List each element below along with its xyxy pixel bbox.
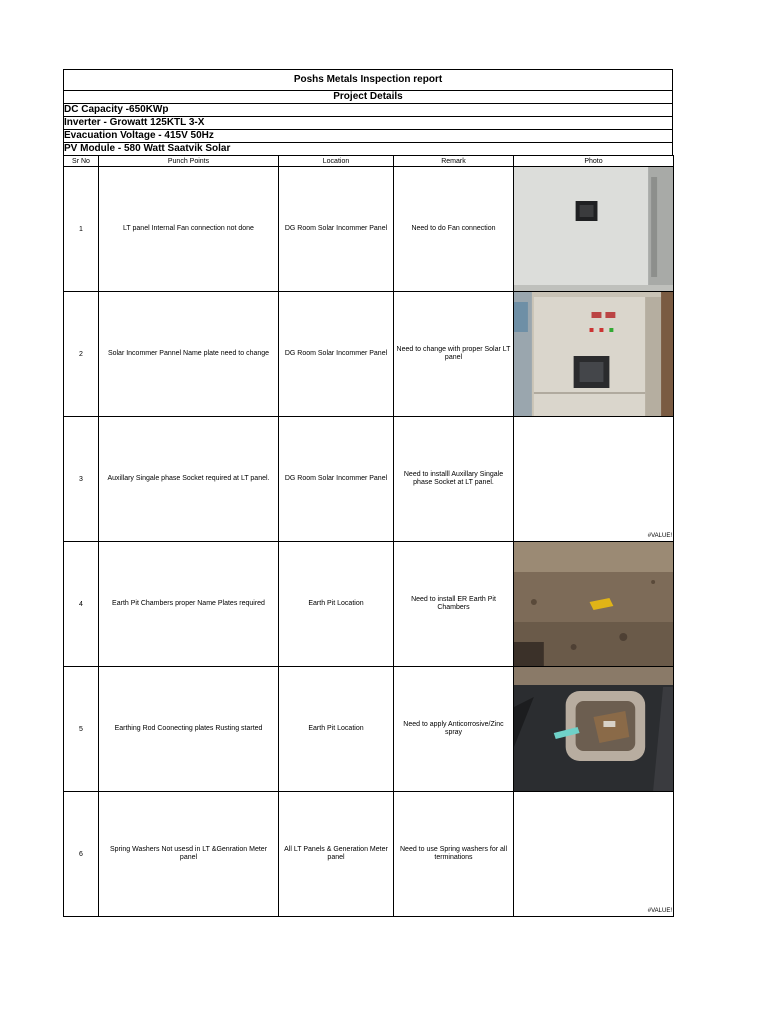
sr-no-cell: 5 [64,667,99,792]
header-punch-points: Punch Points [99,156,279,167]
detail-pv-module: PV Module - 580 Watt Saatvik Solar [63,142,673,155]
earthing-rod-chamber-photo [514,667,673,791]
location-text: Earth Pit Location [308,600,364,607]
earth-pit-ground-photo [514,542,673,666]
detail-inverter: Inverter - Growatt 125KTL 3-X [63,116,673,129]
header-sr-no: Sr No [64,156,99,167]
report-title: Poshs Metals Inspection report [63,69,673,90]
inspection-report-sheet [63,69,673,917]
incommer-panel-photo [514,292,673,416]
remark-text: Need to apply Anticorrosive/Zinc spray [403,721,504,736]
detail-dc-capacity: DC Capacity -650KWp [63,103,673,116]
punch-points-table [63,155,674,917]
photo-cell [514,667,674,792]
header-location: Location [279,156,394,167]
table-row [64,667,674,792]
location-text: All LT Panels & Generation Meter panel [284,846,388,861]
remark-cell [394,792,514,917]
location-cell [279,292,394,417]
photo-cell [514,167,674,292]
punch-point-cell [99,167,279,292]
header-photo: Photo [514,156,674,167]
remark-cell [394,292,514,417]
location-text: Earth Pit Location [308,725,364,732]
remark-text: Need to installl Auxillary Singale phase Socket at LT panel. [403,471,504,486]
punch-point-cell [99,542,279,667]
punch-point-cell [99,792,279,917]
location-text: DG Room Solar Incommer Panel [284,225,388,232]
table-header-row [64,156,674,167]
table-row [64,292,674,417]
remark-cell [394,667,514,792]
photo-cell [514,292,674,417]
remark-text: Need to do Fan connection [411,225,496,232]
location-cell [279,792,394,917]
punch-point-cell [99,292,279,417]
location-cell [279,417,394,542]
remark-text: Need to use Spring washers for all terminations [400,846,507,861]
location-cell [279,542,394,667]
punch-point-text: Earthing Rod Coonecting plates Rusting started [114,725,263,732]
table-row [64,792,674,917]
location-cell [279,667,394,792]
sr-no-cell: 4 [64,542,99,667]
header-remark: Remark [394,156,514,167]
photo-error-text: #VALUE! [647,533,672,539]
punch-point-text: Solar Incommer Pannel Name plate need to change [107,350,270,357]
punch-point-cell [99,667,279,792]
remark-text: Need to change with proper Solar LT panel [396,346,511,361]
table-row [64,167,674,292]
location-text: DG Room Solar Incommer Panel [284,350,388,357]
punch-point-text: LT panel Internal Fan connection not done [123,225,254,232]
remark-cell [394,542,514,667]
photo-cell [514,542,674,667]
table-row [64,417,674,542]
punch-point-text: Earth Pit Chambers proper Name Plates required [112,600,265,607]
table-row [64,542,674,667]
remark-text: Need to install ER Earth Pit Chambers [411,596,496,611]
location-text: DG Room Solar Incommer Panel [284,475,388,482]
photo-cell [514,792,674,917]
location-cell [279,167,394,292]
punch-point-text: Auxillary Singale phase Socket required at LT panel. [107,475,270,482]
project-details-heading: Project Details [63,90,673,103]
detail-evacuation-voltage: Evacuation Voltage - 415V 50Hz [63,129,673,142]
sr-no-cell: 1 [64,167,99,292]
photo-error-text: #VALUE! [647,908,672,914]
sr-no-cell: 2 [64,292,99,417]
remark-cell [394,167,514,292]
punch-point-text: Spring Washers Not usesd in LT &Genration Meter panel [109,846,268,861]
remark-cell [394,417,514,542]
sr-no-cell: 6 [64,792,99,917]
photo-cell [514,417,674,542]
punch-point-cell [99,417,279,542]
panel-interior-fan-photo [514,167,673,291]
sr-no-cell: 3 [64,417,99,542]
